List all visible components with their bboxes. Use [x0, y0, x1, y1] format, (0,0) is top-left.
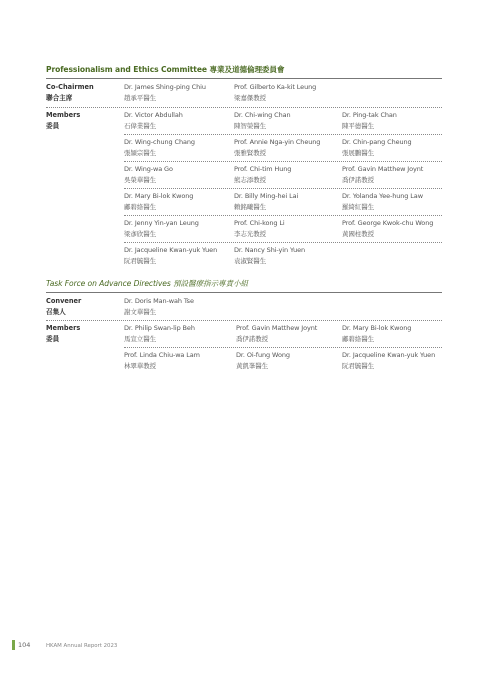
footer-publication: HKAM Annual Report 2023: [46, 643, 118, 649]
taskforce-title: Task Force on Advance Directives 預設醫療指示專責小組: [46, 279, 248, 288]
taskforce-top-rule: [46, 292, 442, 293]
page-number: 104: [18, 641, 31, 649]
member-name-en: Prof. Gavin Matthew Joynt: [236, 324, 318, 332]
member-name-en: Prof. Chi-kong Li: [234, 219, 285, 227]
member-name-zh: 石偉業醫生: [124, 122, 157, 130]
row-divider: [124, 215, 442, 216]
member-name-en: Dr. Yolanda Yee-hung Law: [342, 192, 423, 200]
committee-top-rule: [46, 78, 442, 79]
member-name-en: Dr. Oi-fung Wong: [236, 351, 290, 359]
convener-label-zh: 召集人: [46, 308, 66, 316]
member-name-en: Dr. Jenny Yin-yan Leung: [124, 219, 199, 227]
member-name-en: Dr. Philip Swan-lip Beh: [124, 324, 195, 332]
co-chairmen-label-zh: 聯合主席: [46, 94, 73, 102]
member-name-zh: 鄺碧絡醫生: [342, 335, 375, 343]
member-name-en: Prof. Gavin Matthew Joynt: [342, 165, 424, 173]
member-name-en: Dr. Mary Bi-lok Kwong: [124, 192, 194, 200]
member-name-en: Dr. Ping-tak Chan: [342, 111, 397, 119]
member-name-zh: 鄺碧絡醫生: [124, 203, 157, 211]
row-divider: [46, 107, 442, 108]
member-name-zh: 吳榮華醫生: [124, 176, 157, 184]
members-label-en: Members: [46, 111, 81, 119]
co-chair-name-en: Prof. Gilberto Ka-kit Leung: [234, 83, 317, 91]
co-chair-name-zh: 趙承平醫生: [124, 94, 157, 102]
row-divider: [124, 134, 442, 135]
member-name-en: Prof. Linda Chiu-wa Lam: [124, 351, 200, 359]
member-name-zh: 陳智榮醫生: [234, 122, 267, 130]
member-name-zh: 張頴宗醫生: [124, 149, 157, 157]
member-name-zh: 阮君毓醫生: [124, 257, 157, 265]
member-name-zh: 林翠華教授: [124, 362, 157, 370]
member-name-zh: 張展鵬醫生: [342, 149, 375, 157]
row-divider: [46, 320, 442, 321]
member-name-zh: 羅綺紅醫生: [342, 203, 375, 211]
member-name-zh: 賴銘曦醫生: [234, 203, 267, 211]
member-name-zh: 李志光教授: [234, 230, 267, 238]
member-name-zh: 阮君毓醫生: [342, 362, 375, 370]
co-chairmen-label-en: Co-Chairmen: [46, 83, 94, 91]
member-name-en: Dr. Billy Ming-hei Lai: [234, 192, 299, 200]
member-name-en: Dr. Wing-chung Chang: [124, 138, 195, 146]
co-chair-name-en: Dr. James Shing-ping Chiu: [124, 83, 206, 91]
row-divider: [124, 188, 442, 189]
member-name-zh: 張雅賢教授: [234, 149, 267, 157]
member-name-zh: 喬伊諾教授: [342, 176, 375, 184]
member-name-en: Dr. Nancy Shi-yin Yuen: [234, 246, 306, 254]
member-name-zh: 梁彥欣醫生: [124, 230, 157, 238]
member-name-zh: 喬伊諾教授: [236, 335, 269, 343]
convener-label-en: Convener: [46, 297, 82, 305]
member-name-zh: 陳平德醫生: [342, 122, 375, 130]
convener-name-zh: 謝文華醫生: [124, 308, 157, 316]
co-chair-name-zh: 梁嘉傑教授: [234, 94, 267, 102]
member-name-en: Prof. Chi-tim Hung: [234, 165, 292, 173]
member-name-en: Dr. Mary Bi-lok Kwong: [342, 324, 412, 332]
member-name-en: Dr. Jacqueline Kwan-yuk Yuen: [124, 246, 218, 254]
members-label-zh: 委員: [46, 122, 60, 130]
member-name-zh: 黃國柱教授: [342, 230, 375, 238]
row-divider: [124, 161, 442, 162]
member-name-en: Prof. Annie Nga-yin Cheung: [234, 138, 321, 146]
footer-accent-bar: [12, 640, 15, 650]
member-name-zh: 馬宣立醫生: [124, 335, 157, 343]
row-divider: [124, 242, 442, 243]
committee-title: Professionalism and Ethics Committee 專業及道德倫理委員會: [46, 65, 285, 74]
member-name-en: Dr. Chi-wing Chan: [234, 111, 291, 119]
tf-members-label-en: Members: [46, 324, 81, 332]
member-name-zh: 黃凱峯醫生: [236, 362, 269, 370]
convener-name-en: Dr. Doris Man-wah Tse: [124, 297, 194, 305]
member-name-zh: 熊志添教授: [234, 176, 267, 184]
member-name-en: Prof. George Kwok-chu Wong: [342, 219, 434, 227]
tf-members-label-zh: 委員: [46, 335, 60, 343]
member-name-en: Dr. Jacqueline Kwan-yuk Yuen: [342, 351, 436, 359]
member-name-en: Dr. Wing-wa Go: [124, 165, 173, 173]
row-divider: [124, 347, 442, 348]
member-name-en: Dr. Chin-pang Cheung: [342, 138, 412, 146]
member-name-zh: 袁淑賢醫生: [234, 257, 267, 265]
member-name-en: Dr. Victor Abdullah: [124, 111, 183, 119]
